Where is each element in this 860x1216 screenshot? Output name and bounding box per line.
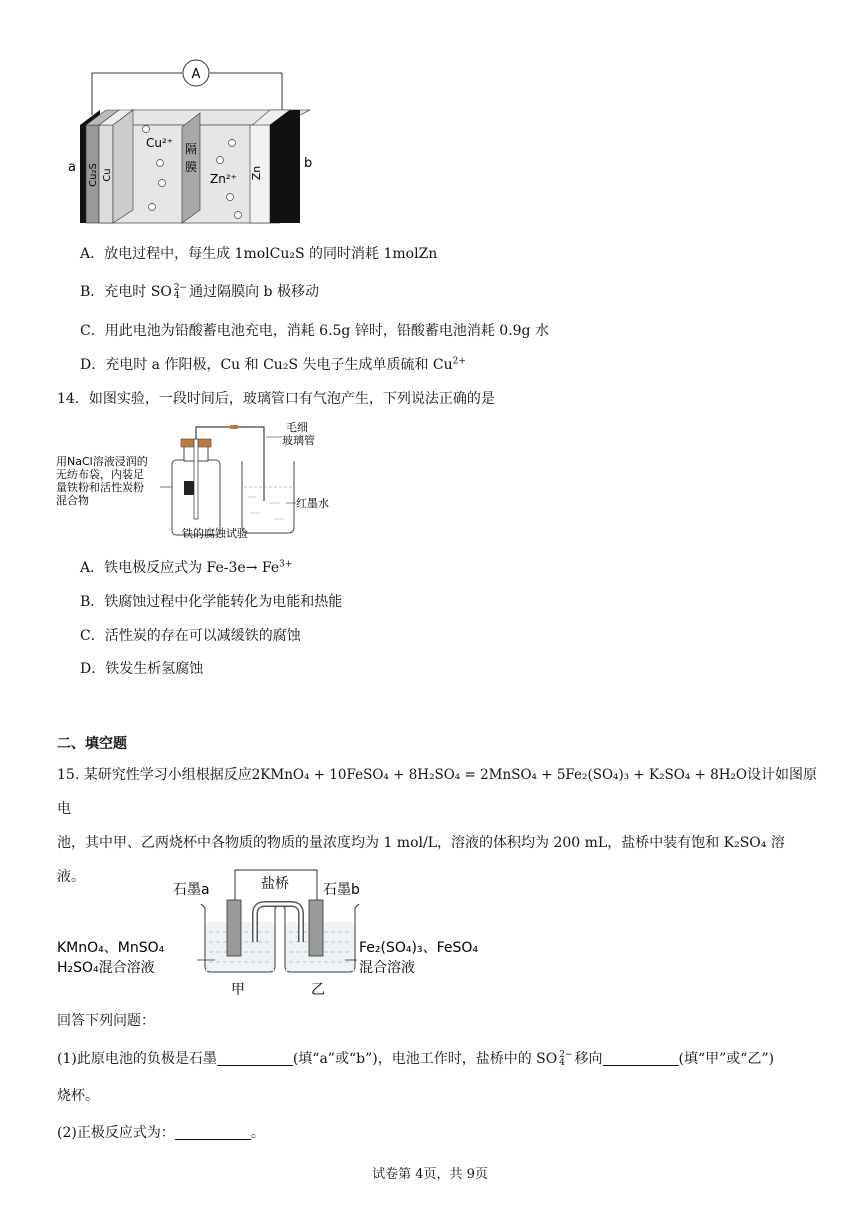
label-b: b <box>304 156 313 171</box>
q15-num: 15. 某研究性学习小组根据反应 <box>57 767 252 783</box>
fig14-left-label-0: 用NaCl溶液浸润的 <box>56 455 148 468</box>
q15-after-eq: 设计如图原电 <box>57 767 817 817</box>
q14-option-b[interactable]: B．铁腐蚀过程中化学能转化为电能和热能 <box>80 594 343 610</box>
q15-part1-d: (填“甲”或“乙”) <box>678 1051 775 1067</box>
so4-sub-2: 4 <box>559 1058 565 1068</box>
q13-option-d-sup: 2+ <box>452 356 466 367</box>
fig15-left-solution-2: H₂SO₄混合溶液 <box>57 960 155 976</box>
fig15-right-solution-1: Fe₂(SO₄)₃、FeSO₄ <box>359 940 478 956</box>
q13-option-a[interactable]: A．放电过程中，每生成 1molCu₂S 的同时消耗 1molZn <box>80 246 438 262</box>
q13-option-b-pre: B．充电时 SO <box>80 284 172 300</box>
q13-option-d[interactable] <box>80 354 466 374</box>
label-a: a <box>68 160 76 175</box>
fig15-right-solution-2: 混合溶液 <box>359 960 415 976</box>
q15-part1-cont: 烧杯。 <box>57 1088 99 1104</box>
cu2s-label: Cu₂S <box>88 163 99 187</box>
q15-equation: 2KMnO₄ + 10FeSO₄ + 8H₂SO₄ = 2MnSO₄ + 5Fe₂(SO₄)₃ + K₂SO₄ + 8H₂O <box>251 767 747 783</box>
cu-label: Cu <box>102 168 113 182</box>
q14-option-a[interactable] <box>80 557 292 577</box>
q13-option-d-pre: D．充电时 a 作阳极，Cu 和 Cu₂S 失电子生成单质硫和 Cu <box>80 357 453 373</box>
zn-label: Zn <box>250 165 263 181</box>
so4-sup-2: 2− <box>559 1050 573 1060</box>
section-title: 二、填空题 <box>57 736 127 752</box>
fig15-graphite-b: 石墨b <box>323 882 360 898</box>
q13-option-b-post: 通过隔膜向 b 极移动 <box>189 284 319 300</box>
q15-part2 <box>57 1122 265 1142</box>
q14-option-c[interactable]: C．活性炭的存在可以减缓铁的腐蚀 <box>80 628 301 644</box>
so4-sub: 4 <box>173 291 180 301</box>
q15-part1-a: (1)此原电池的负极是石墨 <box>57 1051 217 1067</box>
q15-part1-c: 移向 <box>574 1051 603 1067</box>
fig14-left-label-2: 量铁粉和活性炭粉 <box>56 481 144 494</box>
fig15-beaker-jia: 甲 <box>231 982 245 998</box>
q15-answer-intro: 回答下列问题： <box>57 1013 155 1029</box>
so4-sup: 2− <box>173 283 188 293</box>
fig14-tube-label-0: 毛细 <box>286 421 308 434</box>
q13-option-c[interactable]: C．用此电池为铅酸蓄电池充电，消耗 6.5g 锌时，铅酸蓄电池消耗 0.9g 水 <box>80 323 549 339</box>
fig15-bridge-label: 盐桥 <box>261 876 289 892</box>
answer-blank-1[interactable] <box>217 1051 293 1066</box>
q15-line2: 池，其中甲、乙两烧杯中各物质的物质的量浓度均为 1 mol/L，溶液的体积均为 200 mL，盐桥中装有饱和 K₂SO₄ 溶 <box>57 835 785 851</box>
q14-option-a-sup: 3+ <box>279 559 293 570</box>
q15-part1-b: (填“a”或“b”)，电池工作时，盐桥中的 SO <box>292 1051 558 1067</box>
battery-diagram <box>60 55 320 230</box>
fig15-graphite-a: 石墨a <box>173 882 210 898</box>
q14-stem: 14．如图实验，一段时间后，玻璃管口有气泡产生，下列说法正确的是 <box>57 391 495 407</box>
fig14-left-label-3: 混合物 <box>56 494 89 507</box>
zn-ion-label: Zn²⁺ <box>210 172 237 186</box>
fig15-left-solution-1: KMnO₄、MnSO₄ <box>57 940 165 956</box>
galvanic-cell-diagram <box>55 862 495 1002</box>
q15-line3: 液。 <box>57 869 85 885</box>
ammeter-label: A <box>191 67 201 82</box>
fig14-left-label-1: 无纺布袋，内装足 <box>56 468 144 481</box>
fig14-water-label: 红墨水 <box>296 497 329 510</box>
page-footer: 试卷第 4页，共 9页 <box>372 1167 488 1182</box>
answer-blank-3[interactable] <box>175 1125 251 1140</box>
fig15-beaker-yi: 乙 <box>311 982 325 998</box>
iron-corrosion-diagram <box>50 415 350 545</box>
q14-option-a-pre: A．铁电极反应式为 Fe-3e→ Fe <box>80 560 280 576</box>
q15-part2-b: 。 <box>250 1125 265 1141</box>
cu-ion-label: Cu²⁺ <box>146 136 174 150</box>
fig14-caption: 铁的腐蚀试验 <box>182 527 248 540</box>
fig14-tube-label-1: 玻璃管 <box>282 434 315 447</box>
q13-option-b[interactable] <box>80 281 319 301</box>
q15-part2-a: (2)正极反应式为： <box>57 1125 175 1141</box>
q14-option-d[interactable]: D．铁发生析氢腐蚀 <box>80 661 204 677</box>
answer-blank-2[interactable] <box>603 1051 679 1066</box>
membrane-label-2: 膜 <box>184 160 198 174</box>
q15-part1 <box>57 1048 774 1068</box>
membrane-label-1: 隔 <box>184 142 198 156</box>
